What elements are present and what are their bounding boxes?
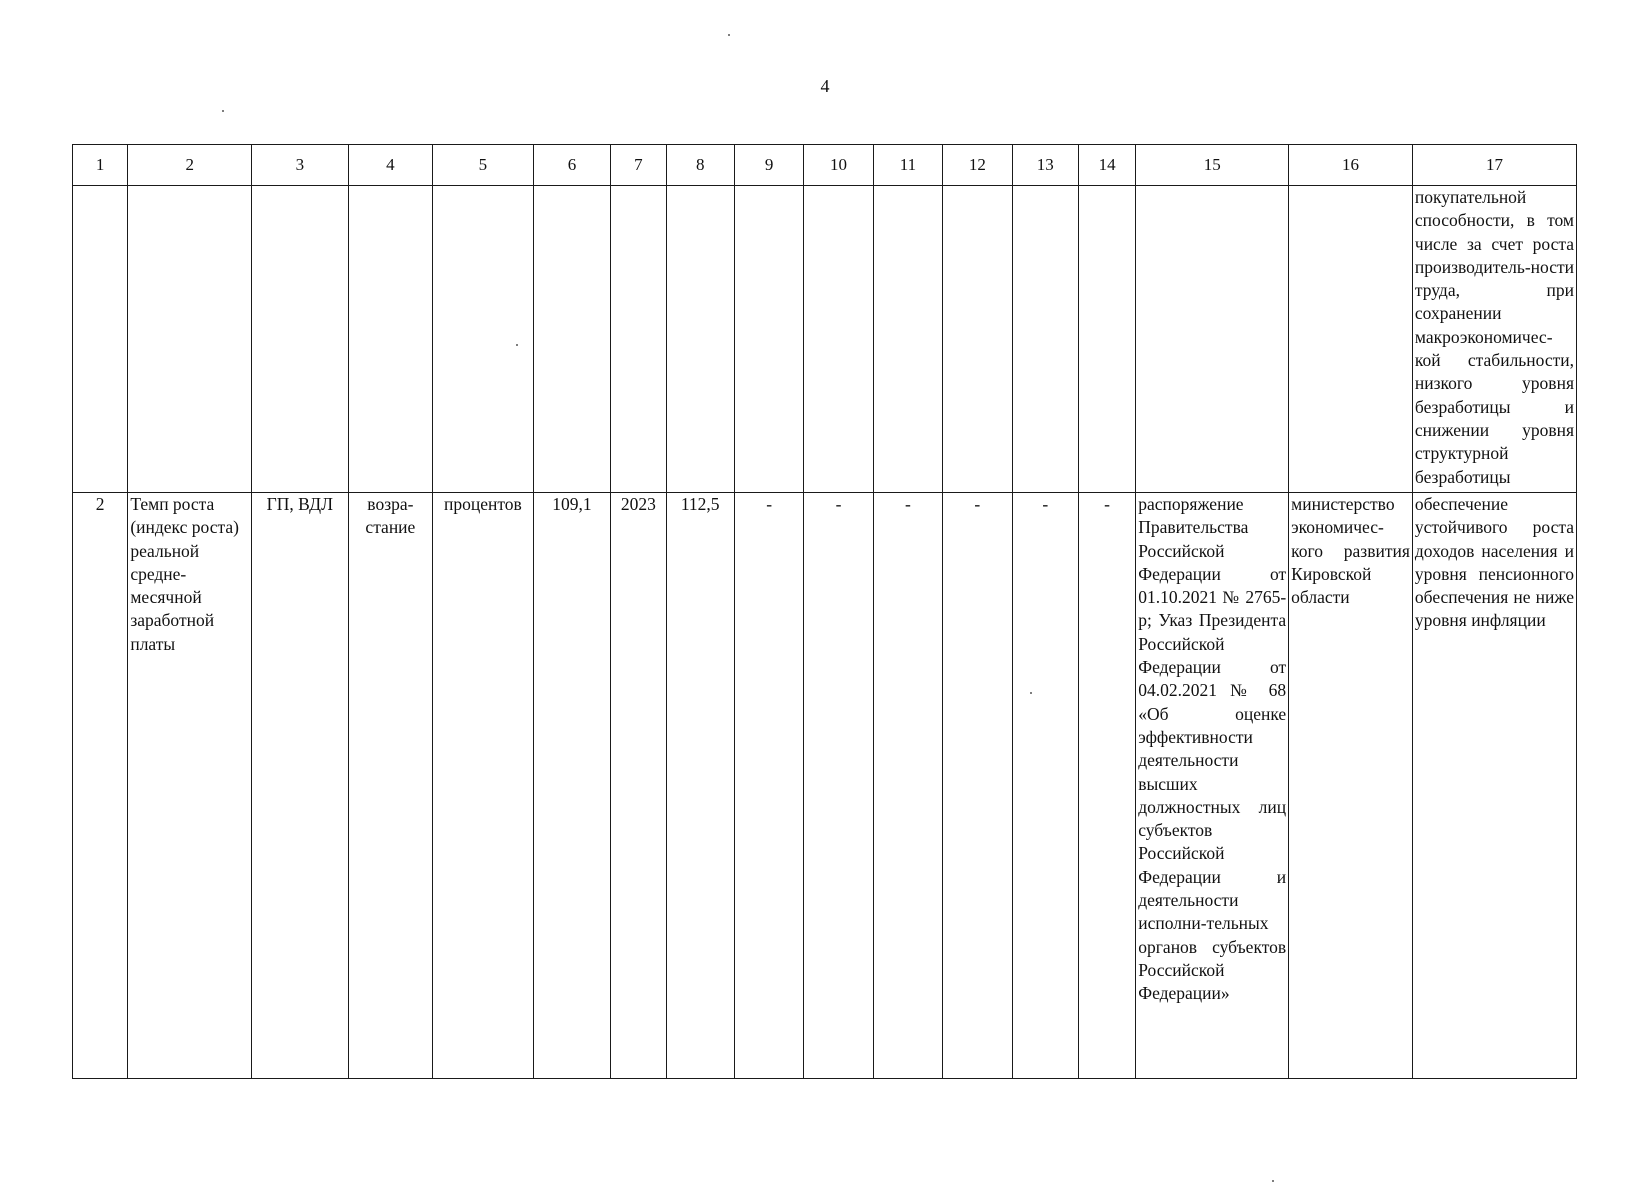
table-cell	[1136, 186, 1289, 493]
indicator-level: ГП, ВДЛ	[252, 493, 349, 1079]
table-cell	[734, 186, 803, 493]
table-cell	[1289, 186, 1413, 493]
responsible-body: министерство экономичес-кого развития Кировской области	[1289, 493, 1413, 1079]
indicator-trend: возра-стание	[348, 493, 433, 1079]
indicators-table	[72, 144, 1577, 1079]
value-col-12: -	[943, 493, 1012, 1079]
goal-text: обеспечение устойчивого роста доходов населения и уровня пенсионного обеспечения не ниже уровня инфляции	[1412, 493, 1576, 1079]
header-cell: 16	[1289, 145, 1413, 186]
row-number: 2	[73, 493, 128, 1079]
table-cell	[73, 186, 128, 493]
unit-of-measure: процентов	[433, 493, 534, 1079]
table-cell	[873, 186, 942, 493]
header-cell: 11	[873, 145, 942, 186]
header-cell: 4	[348, 145, 433, 186]
base-year: 2023	[611, 493, 666, 1079]
value-col-8: 112,5	[666, 493, 734, 1079]
page-number: 4	[820, 76, 830, 96]
table-cell	[804, 186, 873, 493]
legal-document-reference: распоряжение Правительства Российской Федерации от 01.10.2021 № 2765-р; Указ Президента Российской Федерации от 04.02.2021 № 68 «Об оценке эффективности деятельности высших должностных лиц субъектов Российской Федерации и деятельности исполни-тельных органов субъектов Российской Федерации»	[1136, 493, 1289, 1079]
indicator-name: Темп роста (индекс роста) реальной средне-месячной заработной платы	[128, 493, 252, 1079]
table-cell	[611, 186, 666, 493]
header-cell: 5	[433, 145, 534, 186]
value-col-14: -	[1078, 493, 1135, 1079]
header-cell: 12	[943, 145, 1012, 186]
value-col-11: -	[873, 493, 942, 1079]
scan-speck	[728, 34, 730, 36]
header-cell: 17	[1412, 145, 1576, 186]
header-cell: 1	[73, 145, 128, 186]
value-col-13: -	[1012, 493, 1078, 1079]
value-col-9: -	[734, 493, 803, 1079]
header-cell: 7	[611, 145, 666, 186]
table-header-row	[73, 145, 1577, 186]
table-cell	[252, 186, 349, 493]
goal-text-continued: покупательной способности, в том числе за счет роста производитель-ности труда, при сохранении макроэкономичес-кой стабильности, низкого уровня безработицы и снижении уровня структурной безработицы	[1412, 186, 1576, 493]
header-cell: 6	[533, 145, 610, 186]
table-cell	[433, 186, 534, 493]
table-cell	[1078, 186, 1135, 493]
table-row-continuation	[73, 186, 1577, 493]
header-cell: 8	[666, 145, 734, 186]
header-cell: 10	[804, 145, 873, 186]
header-cell: 9	[734, 145, 803, 186]
table-cell	[666, 186, 734, 493]
scan-speck	[1272, 1180, 1274, 1182]
base-value: 109,1	[533, 493, 610, 1079]
header-cell: 14	[1078, 145, 1135, 186]
table-cell	[1012, 186, 1078, 493]
header-cell: 15	[1136, 145, 1289, 186]
table-cell	[943, 186, 1012, 493]
header-cell: 13	[1012, 145, 1078, 186]
header-cell: 2	[128, 145, 252, 186]
table-cell	[348, 186, 433, 493]
table-cell	[128, 186, 252, 493]
header-cell: 3	[252, 145, 349, 186]
table-row	[73, 493, 1577, 1079]
value-col-10: -	[804, 493, 873, 1079]
scan-speck	[222, 110, 224, 112]
table-cell	[533, 186, 610, 493]
